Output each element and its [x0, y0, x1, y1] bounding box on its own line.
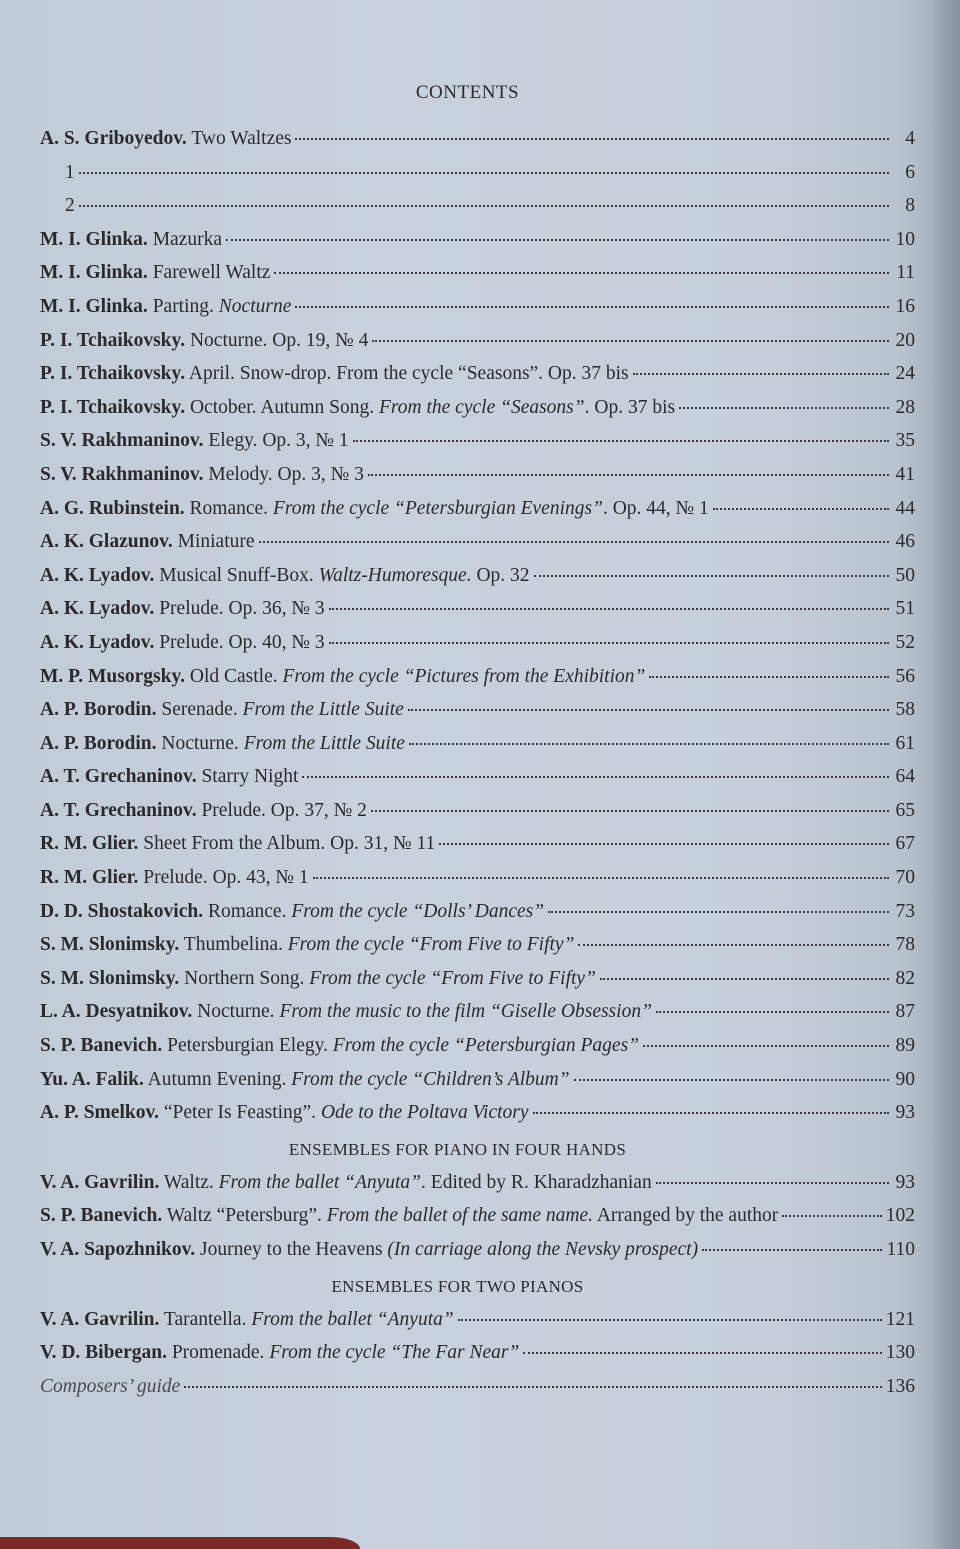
dot-leader [782, 1214, 882, 1217]
dot-leader [313, 876, 889, 879]
toc-entry [40, 290, 915, 324]
entry-title: Romance. [203, 900, 292, 922]
entry-subtitle: From the cycle “From Five to Fifty” [309, 967, 596, 989]
entry-author: S. V. Rakhmaninov. [40, 430, 204, 452]
entry-title: Starry Night [196, 766, 299, 788]
book-cover-edge [0, 1537, 360, 1549]
two-pianos-entries-list [40, 1303, 915, 1370]
entry-title: Serenade. [156, 699, 243, 721]
dot-leader [633, 372, 889, 375]
entry-author: A. S. Griboyedov. [40, 128, 187, 149]
dot-leader [329, 607, 889, 610]
entry-text [40, 223, 222, 257]
entry-text [40, 256, 270, 290]
entry-text [40, 458, 364, 492]
entry-page-number: 46 [895, 531, 915, 553]
dot-leader [533, 1111, 889, 1114]
entry-text [40, 1063, 570, 1097]
entry-author: R. M. Glier. [40, 833, 139, 855]
entry-page-number: 58 [895, 699, 915, 721]
dot-leader [643, 1044, 889, 1047]
entry-page-number: 82 [895, 967, 915, 989]
entry-title: Composers’ guide [40, 1375, 181, 1397]
entry-author: S. P. Banevich. [40, 1205, 163, 1227]
entry-author: V. A. Sapozhnikov. [40, 1239, 196, 1260]
toc-entry [40, 592, 915, 626]
dot-leader [713, 507, 889, 510]
entry-author: A. K. Lyadov. [40, 631, 155, 653]
entry-page-number: 93 [895, 1171, 915, 1193]
entry-title: October. Autumn Song. [185, 396, 379, 418]
entry-title: Parting. [147, 295, 219, 317]
entry-text [40, 492, 709, 526]
entry-subtitle: From the Little Suite [242, 699, 404, 721]
entry-page-number: 70 [895, 867, 915, 889]
entry-text [40, 391, 675, 425]
entry-page-number: 24 [895, 363, 915, 385]
toc-entry [40, 660, 915, 694]
entry-page-number: 16 [895, 295, 915, 317]
page-edge-shadow [930, 0, 960, 1549]
entry-author: M. I. Glinka. [40, 262, 148, 284]
toc-entry [40, 1063, 915, 1097]
toc-entry [40, 458, 915, 492]
dot-leader [679, 406, 889, 409]
entry-text [40, 794, 367, 828]
toc-entry [40, 324, 915, 358]
entry-page-number: 44 [895, 497, 915, 519]
entry-author: A. P. Smelkov. [40, 1102, 160, 1124]
toc-entry [40, 962, 915, 996]
entry-title: Miniature [172, 531, 255, 553]
entry-page-number: 41 [895, 463, 915, 485]
dot-leader [329, 641, 889, 644]
entry-title: Nocturne. Op. 19, № 4 [185, 329, 369, 351]
entry-author: A. P. Borodin. [40, 699, 157, 721]
entry-page-number: 102 [885, 1205, 915, 1227]
toc-entry [40, 928, 915, 962]
toc-entry [40, 693, 915, 727]
toc-entry [40, 760, 915, 794]
toc-entry [40, 122, 915, 156]
toc-entry [40, 895, 915, 929]
toc-entry [40, 1096, 915, 1130]
entry-author: V. A. Gavrilin. [40, 1308, 160, 1330]
dot-leader [702, 1248, 882, 1251]
entry-title: 1 [65, 161, 75, 183]
entry-author: M. I. Glinka. [40, 295, 148, 317]
entry-text [40, 1233, 698, 1267]
entry-title: Nocturne. [156, 732, 244, 754]
toc-entry [40, 156, 915, 190]
entry-title: Waltz “Petersburg”. [162, 1205, 327, 1227]
entry-page-number: 8 [905, 195, 915, 217]
entry-subtitle: From the cycle “From Five to Fifty” [287, 934, 575, 956]
entry-subtitle: From the cycle “The Far Near” [269, 1342, 520, 1364]
entry-page-number: 6 [905, 161, 915, 183]
entry-title: Northern Song. [179, 967, 310, 989]
entry-subtitle: (In carriage along the Nevsky prospect) [387, 1239, 699, 1260]
toc-entry [40, 1029, 915, 1063]
entry-title: Melody. Op. 3, № 3 [203, 463, 364, 485]
toc-entry [40, 1233, 915, 1267]
entry-subtitle: Nocturne [218, 295, 292, 317]
entry-text [40, 861, 309, 895]
entry-subtitle: From the ballet “Anyuta” [218, 1171, 422, 1193]
toc-entry [40, 626, 915, 660]
entry-title: Nocturne. [192, 1001, 280, 1023]
entry-title: Prelude. Op. 37, № 2 [196, 799, 367, 821]
entry-text [65, 189, 75, 223]
toc-entry [40, 1303, 915, 1337]
entry-text [40, 727, 405, 761]
dot-leader [226, 238, 889, 241]
entry-title: Prelude. Op. 40, № 3 [154, 631, 325, 653]
toc-entry [40, 223, 915, 257]
entry-author: A. T. Grechaninov. [40, 766, 197, 788]
dot-leader [523, 1351, 881, 1354]
dot-leader [353, 439, 889, 442]
entry-text [40, 1336, 519, 1370]
dot-leader [656, 1010, 889, 1013]
entry-page-number: 11 [896, 262, 915, 284]
entry-subtitle: From the Little Suite [243, 732, 405, 754]
entry-page-number: 73 [895, 900, 915, 922]
entry-author: A. K. Lyadov. [40, 564, 155, 586]
entry-page-number: 10 [895, 228, 915, 250]
entry-title: Waltz. [159, 1171, 219, 1193]
entry-author: A. T. Grechaninov. [40, 799, 197, 821]
entry-title: Farewell Waltz [147, 262, 271, 284]
entry-title: Journey to the Heavens [195, 1239, 388, 1260]
dot-leader [274, 271, 889, 274]
entry-text [40, 827, 435, 861]
entry-text [40, 660, 645, 694]
entry-author: S. M. Slonimsky. [40, 934, 180, 956]
dot-leader [302, 775, 889, 778]
entry-title: Petersburgian Elegy. [162, 1035, 333, 1057]
toc-entry [40, 1199, 915, 1233]
toc-entry-composers-guide [40, 1370, 915, 1404]
entry-title: Romance. [184, 497, 273, 519]
entry-author: M. P. Musorgsky. [40, 665, 186, 687]
entry-title: Mazurka [147, 228, 222, 250]
toc-entry [40, 727, 915, 761]
entry-page-number: 51 [895, 598, 915, 620]
entry-suffix: . Op. 37 bis [584, 396, 676, 418]
entry-author: S. V. Rakhmaninov. [40, 463, 204, 485]
entry-page-number: 87 [895, 1001, 915, 1023]
entry-author: A. G. Rubinstein. [40, 497, 185, 519]
toc-entry [40, 492, 915, 526]
entry-page-number: 61 [895, 732, 915, 754]
dot-leader [184, 1385, 881, 1388]
table-of-contents [40, 122, 915, 1403]
entry-page-number: 93 [895, 1102, 915, 1124]
entry-text [40, 1303, 454, 1337]
entry-text [40, 324, 368, 358]
entry-title: Sheet From the Album. Op. 31, № 11 [138, 833, 436, 855]
dot-leader [578, 943, 889, 946]
entry-text [40, 995, 652, 1029]
entry-text [40, 357, 629, 391]
toc-entry [40, 391, 915, 425]
dot-leader [548, 910, 889, 913]
toc-entry [40, 189, 915, 223]
main-entries-list [40, 122, 915, 1130]
entry-page-number: 56 [895, 665, 915, 687]
entry-title: Tarantella. [159, 1308, 252, 1330]
entry-page-number: 78 [895, 934, 915, 956]
entry-title: April. Snow-drop. From the cycle “Seasons”. Op. 37 bis [185, 363, 629, 385]
dot-leader [368, 473, 889, 476]
entry-page-number: 121 [885, 1308, 915, 1330]
entry-author: R. M. Glier. [40, 867, 139, 889]
dot-leader [439, 842, 889, 845]
entry-text [40, 928, 574, 962]
entry-author: A. K. Lyadov. [40, 598, 155, 620]
entry-page-number: 130 [885, 1342, 915, 1364]
entry-page-number: 64 [895, 766, 915, 788]
entry-title: Musical Snuff-Box. [154, 564, 319, 586]
entry-text [40, 122, 291, 156]
toc-entry [40, 1166, 915, 1200]
entry-page-number: 65 [895, 799, 915, 821]
entry-text [40, 693, 404, 727]
toc-entry [40, 525, 915, 559]
entry-author: A. K. Glazunov. [40, 531, 173, 553]
dot-leader [649, 675, 889, 678]
entry-page-number: 89 [895, 1035, 915, 1057]
entry-page-number: 67 [895, 833, 915, 855]
entry-author: P. I. Tchaikovsky. [40, 363, 186, 385]
dot-leader [295, 137, 889, 140]
entry-subtitle: From the cycle “Seasons” [379, 396, 585, 418]
entry-author: S. P. Banevich. [40, 1035, 163, 1057]
entry-title: Prelude. Op. 43, № 1 [138, 867, 309, 889]
entry-suffix: . Op. 44, № 1 [602, 497, 709, 519]
dot-leader [295, 305, 889, 308]
entry-text [40, 626, 325, 660]
toc-entry [40, 861, 915, 895]
entry-title: Prelude. Op. 36, № 3 [154, 598, 325, 620]
entry-text [40, 962, 596, 996]
dot-leader [79, 171, 889, 174]
dot-leader [656, 1181, 889, 1184]
dot-leader [574, 1078, 889, 1081]
entry-text [40, 559, 530, 593]
entry-text [40, 424, 349, 458]
entry-subtitle: From the ballet “Anyuta” [251, 1308, 454, 1330]
entry-author: V. A. Gavrilin. [40, 1171, 160, 1193]
entry-text [40, 1096, 529, 1130]
dot-leader [408, 708, 889, 711]
toc-entry [40, 794, 915, 828]
toc-entry [40, 256, 915, 290]
entry-text [40, 1029, 639, 1063]
entry-author: A. P. Borodin. [40, 732, 157, 754]
entry-page-number: 4 [905, 128, 915, 149]
entry-author: Yu. A. Falik. [40, 1068, 144, 1090]
entry-author: P. I. Tchaikovsky. [40, 329, 186, 351]
toc-entry [40, 559, 915, 593]
dot-leader [372, 339, 889, 342]
entry-author: S. M. Slonimsky. [40, 967, 180, 989]
entry-title: Two Waltzes [186, 128, 292, 149]
dot-leader [79, 204, 889, 207]
entry-author: V. D. Bibergan. [40, 1342, 167, 1364]
entry-subtitle: From the cycle “Children’s Album” [291, 1068, 570, 1090]
entry-author: P. I. Tchaikovsky. [40, 396, 186, 418]
entry-suffix: . Edited by R. Kharadzhanian [421, 1171, 652, 1193]
contents-heading: CONTENTS [415, 82, 520, 103]
dot-leader [371, 809, 889, 812]
entry-page-number: 50 [895, 564, 915, 586]
entry-title: Promenade. [166, 1342, 270, 1364]
entry-subtitle: From the cycle “Pictures from the Exhibition” [282, 665, 646, 687]
entry-text [40, 895, 544, 929]
entry-author: M. I. Glinka. [40, 228, 148, 250]
dot-leader [458, 1318, 882, 1321]
entry-title: 2 [65, 195, 75, 217]
toc-entry [40, 357, 915, 391]
dot-leader [534, 574, 889, 577]
entry-subtitle: From the cycle “Petersburgian Evenings” [272, 497, 603, 519]
entry-text [40, 1166, 652, 1200]
toc-entry [40, 995, 915, 1029]
entry-page-number: 90 [895, 1068, 915, 1090]
toc-entry [40, 827, 915, 861]
entry-text [40, 525, 255, 559]
entry-title: Elegy. Op. 3, № 1 [203, 430, 349, 452]
entry-text [65, 156, 75, 190]
entry-text [40, 760, 298, 794]
entry-author: D. D. Shostakovich. [40, 900, 204, 922]
entry-title: Old Castle. [185, 665, 283, 687]
entry-author: L. A. Desyatnikov. [40, 1001, 193, 1023]
toc-entry [40, 424, 915, 458]
entry-page-number: 35 [895, 430, 915, 452]
entry-text [40, 290, 291, 324]
dot-leader [600, 977, 889, 980]
toc-entry [40, 1336, 915, 1370]
entry-title: “Peter Is Feasting”. [159, 1102, 321, 1124]
entry-text [40, 592, 325, 626]
entry-page-number: 136 [885, 1375, 915, 1397]
section-heading-two-pianos: ENSEMBLES FOR TWO PIANOS [331, 1276, 584, 1296]
entry-title: Autumn Evening. [143, 1068, 292, 1090]
entry-page-number: 28 [895, 396, 915, 418]
entry-title: Thumbelina. [179, 934, 288, 956]
entry-suffix: Arranged by the author [593, 1205, 779, 1227]
dot-leader [259, 540, 889, 543]
entry-subtitle: Waltz-Humoresque. [318, 564, 472, 586]
entry-text [40, 1199, 778, 1233]
dot-leader [409, 742, 889, 745]
entry-page-number: 20 [895, 329, 915, 351]
entry-suffix: Op. 32 [471, 564, 530, 586]
entry-subtitle: From the ballet of the same name. [326, 1205, 594, 1227]
entry-subtitle: Ode to the Poltava Victory [320, 1102, 529, 1124]
entry-page-number: 52 [895, 631, 915, 653]
entry-subtitle: From the cycle “Petersburgian Pages” [332, 1035, 640, 1057]
section-heading-four-hands: ENSEMBLES FOR PIANO IN FOUR HANDS [288, 1139, 627, 1159]
four-hands-entries-list [40, 1166, 915, 1267]
entry-subtitle: From the cycle “Dolls’ Dances” [291, 900, 545, 922]
entry-subtitle: From the music to the film “Giselle Obsession” [279, 1001, 652, 1023]
entry-page-number: 110 [886, 1239, 915, 1260]
